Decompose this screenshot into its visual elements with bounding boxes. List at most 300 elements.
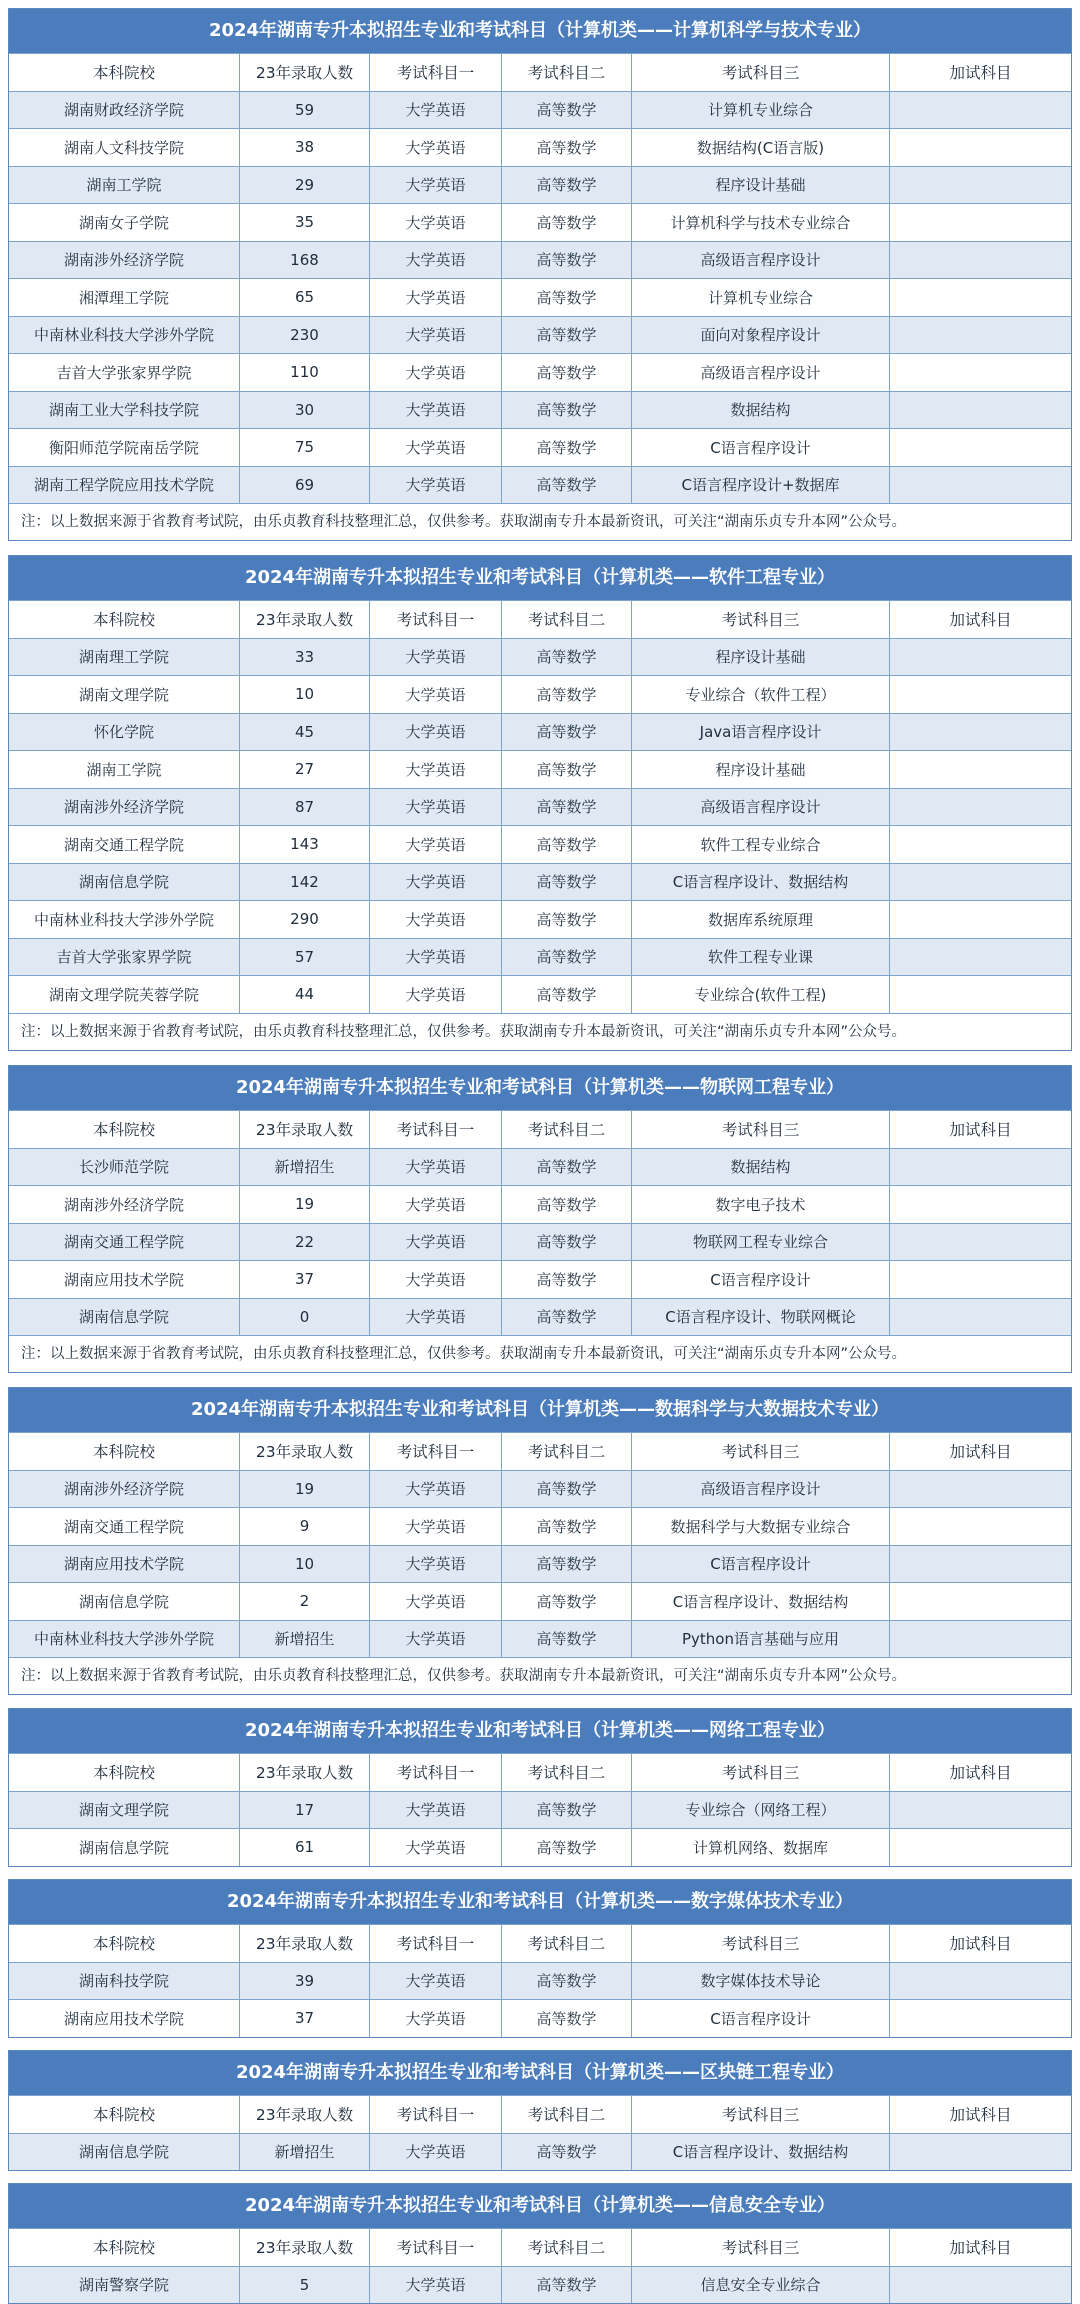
extra-subject-cell — [889, 1508, 1071, 1545]
table-row — [9, 1828, 1071, 1866]
school-cell: 湖南理工学院 — [78, 648, 169, 667]
extra-subject-cell — [889, 129, 1071, 166]
table-row — [9, 1999, 1071, 2037]
subject-two-cell: 高等数学 — [501, 429, 631, 466]
source-note: 注：以上数据来源于省教育考试院，由乐贞教育科技整理汇总，仅供参考。获取湖南专升本最新资讯，可关注“湖南乐贞专升本网”公众号。 — [9, 1013, 1071, 1050]
subject-three-cell: 面向对象程序设计 — [631, 317, 889, 354]
subject-two-cell: 高等数学 — [501, 1471, 631, 1508]
subject-two-cell: 高等数学 — [501, 392, 631, 429]
admitted-count-cell: 37 — [239, 2000, 369, 2037]
subject-two-cell: 高等数学 — [501, 789, 631, 826]
extra-subject-cell — [889, 2134, 1071, 2171]
admitted-count-cell: 22 — [239, 1224, 369, 1261]
subject-one-cell: 大学英语 — [369, 639, 501, 676]
subject-three-cell: 数字电子技术 — [631, 1186, 889, 1223]
subject-two-cell: 高等数学 — [501, 676, 631, 713]
section-title: 2024年湖南专升本拟招生专业和考试科目（计算机类——软件工程专业） — [9, 556, 1071, 600]
extra-subject-cell — [889, 1471, 1071, 1508]
admitted-count-cell: 59 — [239, 92, 369, 129]
school-cell: 湖南涉外经济学院 — [63, 798, 184, 817]
school-cell: 湖南信息学院 — [78, 1592, 169, 1611]
extra-subject-cell — [889, 167, 1071, 204]
subject-one-cell: 大学英语 — [369, 901, 501, 938]
subject-two-cell: 高等数学 — [501, 1792, 631, 1829]
admitted-count-cell: 142 — [239, 864, 369, 901]
admitted-count-cell: 0 — [239, 1299, 369, 1336]
extra-subject-cell — [889, 242, 1071, 279]
column-header: 加试科目 — [889, 601, 1071, 638]
table-row — [9, 316, 1071, 354]
subject-three-cell: 数据科学与大数据专业综合 — [631, 1508, 889, 1545]
subject-three-cell: 计算机专业综合 — [631, 92, 889, 129]
school-cell: 湖南财政经济学院 — [63, 101, 184, 120]
subject-three-cell: 计算机网络、数据库 — [631, 1829, 889, 1866]
admitted-count-cell: 65 — [239, 279, 369, 316]
admitted-count-cell: 61 — [239, 1829, 369, 1866]
subject-one-cell: 大学英语 — [369, 392, 501, 429]
admitted-count-cell: 35 — [239, 204, 369, 241]
subject-three-cell: 高级语言程序设计 — [631, 242, 889, 279]
table-row — [9, 900, 1071, 938]
extra-subject-cell — [889, 1963, 1071, 2000]
admitted-count-cell: 新增招生 — [239, 1149, 369, 1186]
admitted-count-cell: 27 — [239, 751, 369, 788]
subject-two-cell: 高等数学 — [501, 639, 631, 676]
subject-two-cell: 高等数学 — [501, 354, 631, 391]
table-row — [9, 938, 1071, 976]
table-section — [8, 8, 1072, 541]
subject-three-cell: 软件工程专业课 — [631, 939, 889, 976]
subject-three-cell: C语言程序设计 — [631, 1546, 889, 1583]
column-header: 考试科目一 — [369, 1111, 501, 1148]
subject-one-cell: 大学英语 — [369, 939, 501, 976]
extra-subject-cell — [889, 392, 1071, 429]
school-cell: 中南林业科技大学涉外学院 — [33, 910, 214, 929]
table-row — [9, 638, 1071, 676]
admitted-count-cell: 9 — [239, 1508, 369, 1545]
subject-three-cell: 数据结构 — [631, 392, 889, 429]
subject-two-cell: 高等数学 — [501, 901, 631, 938]
subject-one-cell: 大学英语 — [369, 714, 501, 751]
extra-subject-cell — [889, 429, 1071, 466]
subject-three-cell: 专业综合（网络工程） — [631, 1792, 889, 1829]
column-header: 考试科目三 — [631, 1111, 889, 1148]
subject-one-cell: 大学英语 — [369, 1583, 501, 1620]
table-section — [8, 1387, 1072, 1695]
column-header: 考试科目二 — [501, 601, 631, 638]
admitted-count-cell: 新增招生 — [239, 2134, 369, 2171]
column-header: 考试科目三 — [631, 1433, 889, 1470]
subject-two-cell: 高等数学 — [501, 204, 631, 241]
school-cell: 湖南文理学院 — [78, 1801, 169, 1820]
subject-three-cell: C语言程序设计+数据库 — [631, 467, 889, 504]
subject-three-cell: Java语言程序设计 — [631, 714, 889, 751]
extra-subject-cell — [889, 939, 1071, 976]
admitted-count-cell: 69 — [239, 467, 369, 504]
extra-subject-cell — [889, 1829, 1071, 1866]
table-row — [9, 1298, 1071, 1336]
subject-three-cell: 数据结构(C语言版) — [631, 129, 889, 166]
table-header-row — [9, 1924, 1071, 1962]
subject-one-cell: 大学英语 — [369, 1546, 501, 1583]
table-row — [9, 2133, 1071, 2171]
column-header: 考试科目一 — [369, 2229, 501, 2266]
column-header: 本科院校 — [92, 1764, 155, 1783]
subject-two-cell: 高等数学 — [501, 167, 631, 204]
table-row — [9, 203, 1071, 241]
admitted-count-cell: 29 — [239, 167, 369, 204]
subject-three-cell: C语言程序设计 — [631, 1261, 889, 1298]
subject-two-cell: 高等数学 — [501, 2134, 631, 2171]
subject-one-cell: 大学英语 — [369, 1829, 501, 1866]
column-header: 加试科目 — [889, 1925, 1071, 1962]
subject-two-cell: 高等数学 — [501, 751, 631, 788]
column-header: 本科院校 — [92, 611, 155, 630]
table-row — [9, 91, 1071, 129]
column-header: 本科院校 — [92, 64, 155, 83]
subject-one-cell: 大学英语 — [369, 2267, 501, 2304]
admitted-count-cell: 75 — [239, 429, 369, 466]
column-header: 加试科目 — [889, 1111, 1071, 1148]
subject-one-cell: 大学英语 — [369, 1224, 501, 1261]
subject-two-cell: 高等数学 — [501, 1583, 631, 1620]
school-cell: 湖南文理学院 — [78, 685, 169, 704]
subject-three-cell: Python语言基础与应用 — [631, 1621, 889, 1658]
subject-one-cell: 大学英语 — [369, 1621, 501, 1658]
subject-one-cell: 大学英语 — [369, 1963, 501, 2000]
subject-one-cell: 大学英语 — [369, 279, 501, 316]
column-header: 加试科目 — [889, 1433, 1071, 1470]
subject-two-cell: 高等数学 — [501, 2000, 631, 2037]
subject-one-cell: 大学英语 — [369, 789, 501, 826]
column-header: 考试科目二 — [501, 2096, 631, 2133]
section-title: 2024年湖南专升本拟招生专业和考试科目（计算机类——物联网工程专业） — [9, 1066, 1071, 1110]
school-cell: 中南林业科技大学涉外学院 — [33, 1630, 214, 1649]
subject-two-cell: 高等数学 — [501, 1508, 631, 1545]
subject-one-cell: 大学英语 — [369, 92, 501, 129]
section-title: 2024年湖南专升本拟招生专业和考试科目（计算机类——区块链工程专业） — [9, 2051, 1071, 2095]
subject-one-cell: 大学英语 — [369, 1508, 501, 1545]
column-header: 考试科目二 — [501, 54, 631, 91]
table-row — [9, 2266, 1071, 2304]
admitted-count-cell: 37 — [239, 1261, 369, 1298]
column-header: 23年录取人数 — [239, 1111, 369, 1148]
subject-two-cell: 高等数学 — [501, 976, 631, 1013]
admitted-count-cell: 33 — [239, 639, 369, 676]
subject-two-cell: 高等数学 — [501, 864, 631, 901]
subject-one-cell: 大学英语 — [369, 864, 501, 901]
extra-subject-cell — [889, 826, 1071, 863]
column-header: 本科院校 — [92, 1935, 155, 1954]
admitted-count-cell: 39 — [239, 1963, 369, 2000]
subject-three-cell: C语言程序设计 — [631, 2000, 889, 2037]
admitted-count-cell: 10 — [239, 1546, 369, 1583]
admitted-count-cell: 143 — [239, 826, 369, 863]
school-cell: 湖南信息学院 — [78, 2143, 169, 2162]
column-header: 23年录取人数 — [239, 1433, 369, 1470]
source-note: 注：以上数据来源于省教育考试院，由乐贞教育科技整理汇总，仅供参考。获取湖南专升本最新资讯，可关注“湖南乐贞专升本网”公众号。 — [9, 503, 1071, 540]
subject-one-cell: 大学英语 — [369, 467, 501, 504]
subject-one-cell: 大学英语 — [369, 204, 501, 241]
school-cell: 湖南工学院 — [86, 176, 162, 195]
admitted-count-cell: 110 — [239, 354, 369, 391]
table-row — [9, 1470, 1071, 1508]
extra-subject-cell — [889, 1621, 1071, 1658]
admitted-count-cell: 38 — [239, 129, 369, 166]
subject-two-cell: 高等数学 — [501, 826, 631, 863]
table-header-row — [9, 2228, 1071, 2266]
subject-two-cell: 高等数学 — [501, 1299, 631, 1336]
subject-one-cell: 大学英语 — [369, 676, 501, 713]
table-row — [9, 128, 1071, 166]
subject-three-cell: 数据结构 — [631, 1149, 889, 1186]
subject-one-cell: 大学英语 — [369, 1261, 501, 1298]
column-header: 考试科目一 — [369, 1433, 501, 1470]
column-header: 考试科目二 — [501, 1433, 631, 1470]
column-header: 考试科目三 — [631, 2096, 889, 2133]
table-header-row — [9, 2095, 1071, 2133]
extra-subject-cell — [889, 789, 1071, 826]
column-header: 本科院校 — [92, 1121, 155, 1140]
admitted-count-cell: 5 — [239, 2267, 369, 2304]
subject-three-cell: 高级语言程序设计 — [631, 789, 889, 826]
table-row — [9, 1791, 1071, 1829]
subject-two-cell: 高等数学 — [501, 467, 631, 504]
school-cell: 湖南信息学院 — [78, 1838, 169, 1857]
table-row — [9, 1148, 1071, 1186]
subject-three-cell: 数字媒体技术导论 — [631, 1963, 889, 2000]
school-cell: 湖南警察学院 — [78, 2276, 169, 2295]
subject-one-cell: 大学英语 — [369, 751, 501, 788]
school-cell: 吉首大学张家界学院 — [56, 363, 192, 382]
school-cell: 怀化学院 — [93, 723, 154, 742]
section-title: 2024年湖南专升本拟招生专业和考试科目（计算机类——计算机科学与技术专业） — [9, 9, 1071, 53]
school-cell: 湖南信息学院 — [78, 1308, 169, 1327]
subject-one-cell: 大学英语 — [369, 1186, 501, 1223]
column-header: 加试科目 — [889, 2229, 1071, 2266]
extra-subject-cell — [889, 1546, 1071, 1583]
school-cell: 湖南交通工程学院 — [63, 1517, 184, 1536]
table-row — [9, 1545, 1071, 1583]
table-row — [9, 975, 1071, 1013]
school-cell: 湖南交通工程学院 — [63, 1233, 184, 1252]
school-cell: 长沙师范学院 — [78, 1158, 169, 1177]
column-header: 考试科目三 — [631, 2229, 889, 2266]
column-header: 考试科目一 — [369, 601, 501, 638]
subject-three-cell: 数据库系统原理 — [631, 901, 889, 938]
school-cell: 湖南女子学院 — [78, 213, 169, 232]
table-section — [8, 2183, 1072, 2304]
admitted-count-cell: 19 — [239, 1471, 369, 1508]
extra-subject-cell — [889, 317, 1071, 354]
section-title: 2024年湖南专升本拟招生专业和考试科目（计算机类——网络工程专业） — [9, 1709, 1071, 1753]
school-cell: 湖南应用技术学院 — [63, 1270, 184, 1289]
subject-three-cell: 物联网工程专业综合 — [631, 1224, 889, 1261]
subject-two-cell: 高等数学 — [501, 317, 631, 354]
school-cell: 湖南交通工程学院 — [63, 835, 184, 854]
subject-three-cell: 计算机科学与技术专业综合 — [631, 204, 889, 241]
subject-two-cell: 高等数学 — [501, 1186, 631, 1223]
school-cell: 衡阳师范学院南岳学院 — [48, 438, 199, 457]
admitted-count-cell: 19 — [239, 1186, 369, 1223]
subject-one-cell: 大学英语 — [369, 317, 501, 354]
school-cell: 中南林业科技大学涉外学院 — [33, 326, 214, 345]
subject-three-cell: 高级语言程序设计 — [631, 1471, 889, 1508]
school-cell: 湘潭理工学院 — [78, 288, 169, 307]
table-section — [8, 2050, 1072, 2171]
table-row — [9, 1223, 1071, 1261]
school-cell: 湖南应用技术学院 — [63, 2009, 184, 2028]
subject-two-cell: 高等数学 — [501, 1261, 631, 1298]
table-row — [9, 1962, 1071, 2000]
table-row — [9, 1185, 1071, 1223]
subject-three-cell: 高级语言程序设计 — [631, 354, 889, 391]
column-header: 23年录取人数 — [239, 54, 369, 91]
subject-two-cell: 高等数学 — [501, 92, 631, 129]
subject-three-cell: 软件工程专业综合 — [631, 826, 889, 863]
subject-one-cell: 大学英语 — [369, 242, 501, 279]
subject-one-cell: 大学英语 — [369, 1471, 501, 1508]
table-section — [8, 1065, 1072, 1373]
extra-subject-cell — [889, 676, 1071, 713]
extra-subject-cell — [889, 2267, 1071, 2304]
extra-subject-cell — [889, 639, 1071, 676]
subject-two-cell: 高等数学 — [501, 1546, 631, 1583]
subject-one-cell: 大学英语 — [369, 167, 501, 204]
column-header: 23年录取人数 — [239, 1925, 369, 1962]
extra-subject-cell — [889, 714, 1071, 751]
subject-three-cell: C语言程序设计、数据结构 — [631, 2134, 889, 2171]
column-header: 考试科目二 — [501, 1111, 631, 1148]
table-row — [9, 466, 1071, 504]
column-header: 考试科目一 — [369, 1925, 501, 1962]
subject-one-cell: 大学英语 — [369, 1149, 501, 1186]
school-cell: 吉首大学张家界学院 — [56, 948, 192, 967]
table-row — [9, 1260, 1071, 1298]
admitted-count-cell: 2 — [239, 1583, 369, 1620]
column-header: 23年录取人数 — [239, 2229, 369, 2266]
subject-two-cell: 高等数学 — [501, 129, 631, 166]
subject-three-cell: 程序设计基础 — [631, 751, 889, 788]
subject-two-cell: 高等数学 — [501, 1149, 631, 1186]
subject-two-cell: 高等数学 — [501, 2267, 631, 2304]
table-row — [9, 241, 1071, 279]
subject-two-cell: 高等数学 — [501, 279, 631, 316]
extra-subject-cell — [889, 279, 1071, 316]
subject-two-cell: 高等数学 — [501, 242, 631, 279]
table-header-row — [9, 1432, 1071, 1470]
table-header-row — [9, 600, 1071, 638]
column-header: 加试科目 — [889, 2096, 1071, 2133]
table-row — [9, 750, 1071, 788]
table-row — [9, 713, 1071, 751]
source-note: 注：以上数据来源于省教育考试院，由乐贞教育科技整理汇总，仅供参考。获取湖南专升本最新资讯，可关注“湖南乐贞专升本网”公众号。 — [9, 1657, 1071, 1694]
column-header: 23年录取人数 — [239, 2096, 369, 2133]
table-header-row — [9, 1753, 1071, 1791]
subject-two-cell: 高等数学 — [501, 714, 631, 751]
extra-subject-cell — [889, 467, 1071, 504]
extra-subject-cell — [889, 901, 1071, 938]
table-row — [9, 863, 1071, 901]
table-row — [9, 675, 1071, 713]
section-title: 2024年湖南专升本拟招生专业和考试科目（计算机类——数据科学与大数据技术专业） — [9, 1388, 1071, 1432]
admitted-count-cell: 新增招生 — [239, 1621, 369, 1658]
extra-subject-cell — [889, 1224, 1071, 1261]
admitted-count-cell: 168 — [239, 242, 369, 279]
school-cell: 湖南工程学院应用技术学院 — [33, 476, 214, 495]
source-note: 注：以上数据来源于省教育考试院，由乐贞教育科技整理汇总，仅供参考。获取湖南专升本最新资讯，可关注“湖南乐贞专升本网”公众号。 — [9, 1335, 1071, 1372]
admitted-count-cell: 44 — [239, 976, 369, 1013]
extra-subject-cell — [889, 2000, 1071, 2037]
school-cell: 湖南涉外经济学院 — [63, 251, 184, 270]
subject-three-cell: 专业综合(软件工程) — [631, 976, 889, 1013]
school-cell: 湖南应用技术学院 — [63, 1555, 184, 1574]
school-cell: 湖南涉外经济学院 — [63, 1195, 184, 1214]
table-section — [8, 1708, 1072, 1867]
subject-three-cell: 程序设计基础 — [631, 639, 889, 676]
subject-three-cell: C语言程序设计 — [631, 429, 889, 466]
subject-two-cell: 高等数学 — [501, 1829, 631, 1866]
extra-subject-cell — [889, 92, 1071, 129]
table-section — [8, 555, 1072, 1051]
table-row — [9, 391, 1071, 429]
column-header: 考试科目三 — [631, 54, 889, 91]
column-header: 考试科目三 — [631, 601, 889, 638]
school-cell: 湖南科技学院 — [78, 1972, 169, 1991]
extra-subject-cell — [889, 1792, 1071, 1829]
table-row — [9, 1620, 1071, 1658]
column-header: 考试科目三 — [631, 1925, 889, 1962]
subject-one-cell: 大学英语 — [369, 976, 501, 1013]
table-row — [9, 428, 1071, 466]
subject-one-cell: 大学英语 — [369, 1299, 501, 1336]
column-header: 23年录取人数 — [239, 601, 369, 638]
subject-one-cell: 大学英语 — [369, 826, 501, 863]
section-title: 2024年湖南专升本拟招生专业和考试科目（计算机类——信息安全专业） — [9, 2184, 1071, 2228]
table-row — [9, 278, 1071, 316]
extra-subject-cell — [889, 1261, 1071, 1298]
extra-subject-cell — [889, 1583, 1071, 1620]
subject-two-cell: 高等数学 — [501, 1963, 631, 2000]
school-cell: 湖南工学院 — [86, 760, 162, 779]
column-header: 23年录取人数 — [239, 1754, 369, 1791]
extra-subject-cell — [889, 354, 1071, 391]
table-row — [9, 1507, 1071, 1545]
subject-one-cell: 大学英语 — [369, 2000, 501, 2037]
column-header: 考试科目二 — [501, 2229, 631, 2266]
table-row — [9, 825, 1071, 863]
admitted-count-cell: 45 — [239, 714, 369, 751]
table-row — [9, 1582, 1071, 1620]
extra-subject-cell — [889, 751, 1071, 788]
subject-three-cell: C语言程序设计、数据结构 — [631, 864, 889, 901]
column-header: 考试科目一 — [369, 1754, 501, 1791]
extra-subject-cell — [889, 204, 1071, 241]
subject-two-cell: 高等数学 — [501, 1621, 631, 1658]
school-cell: 湖南人文科技学院 — [63, 138, 184, 157]
table-header-row — [9, 53, 1071, 91]
column-header: 加试科目 — [889, 54, 1071, 91]
table-section — [8, 1879, 1072, 2038]
admitted-count-cell: 87 — [239, 789, 369, 826]
subject-one-cell: 大学英语 — [369, 2134, 501, 2171]
subject-one-cell: 大学英语 — [369, 429, 501, 466]
column-header: 考试科目一 — [369, 54, 501, 91]
subject-three-cell: 信息安全专业综合 — [631, 2267, 889, 2304]
extra-subject-cell — [889, 864, 1071, 901]
column-header: 本科院校 — [92, 2239, 155, 2258]
section-title: 2024年湖南专升本拟招生专业和考试科目（计算机类——数字媒体技术专业） — [9, 1880, 1071, 1924]
